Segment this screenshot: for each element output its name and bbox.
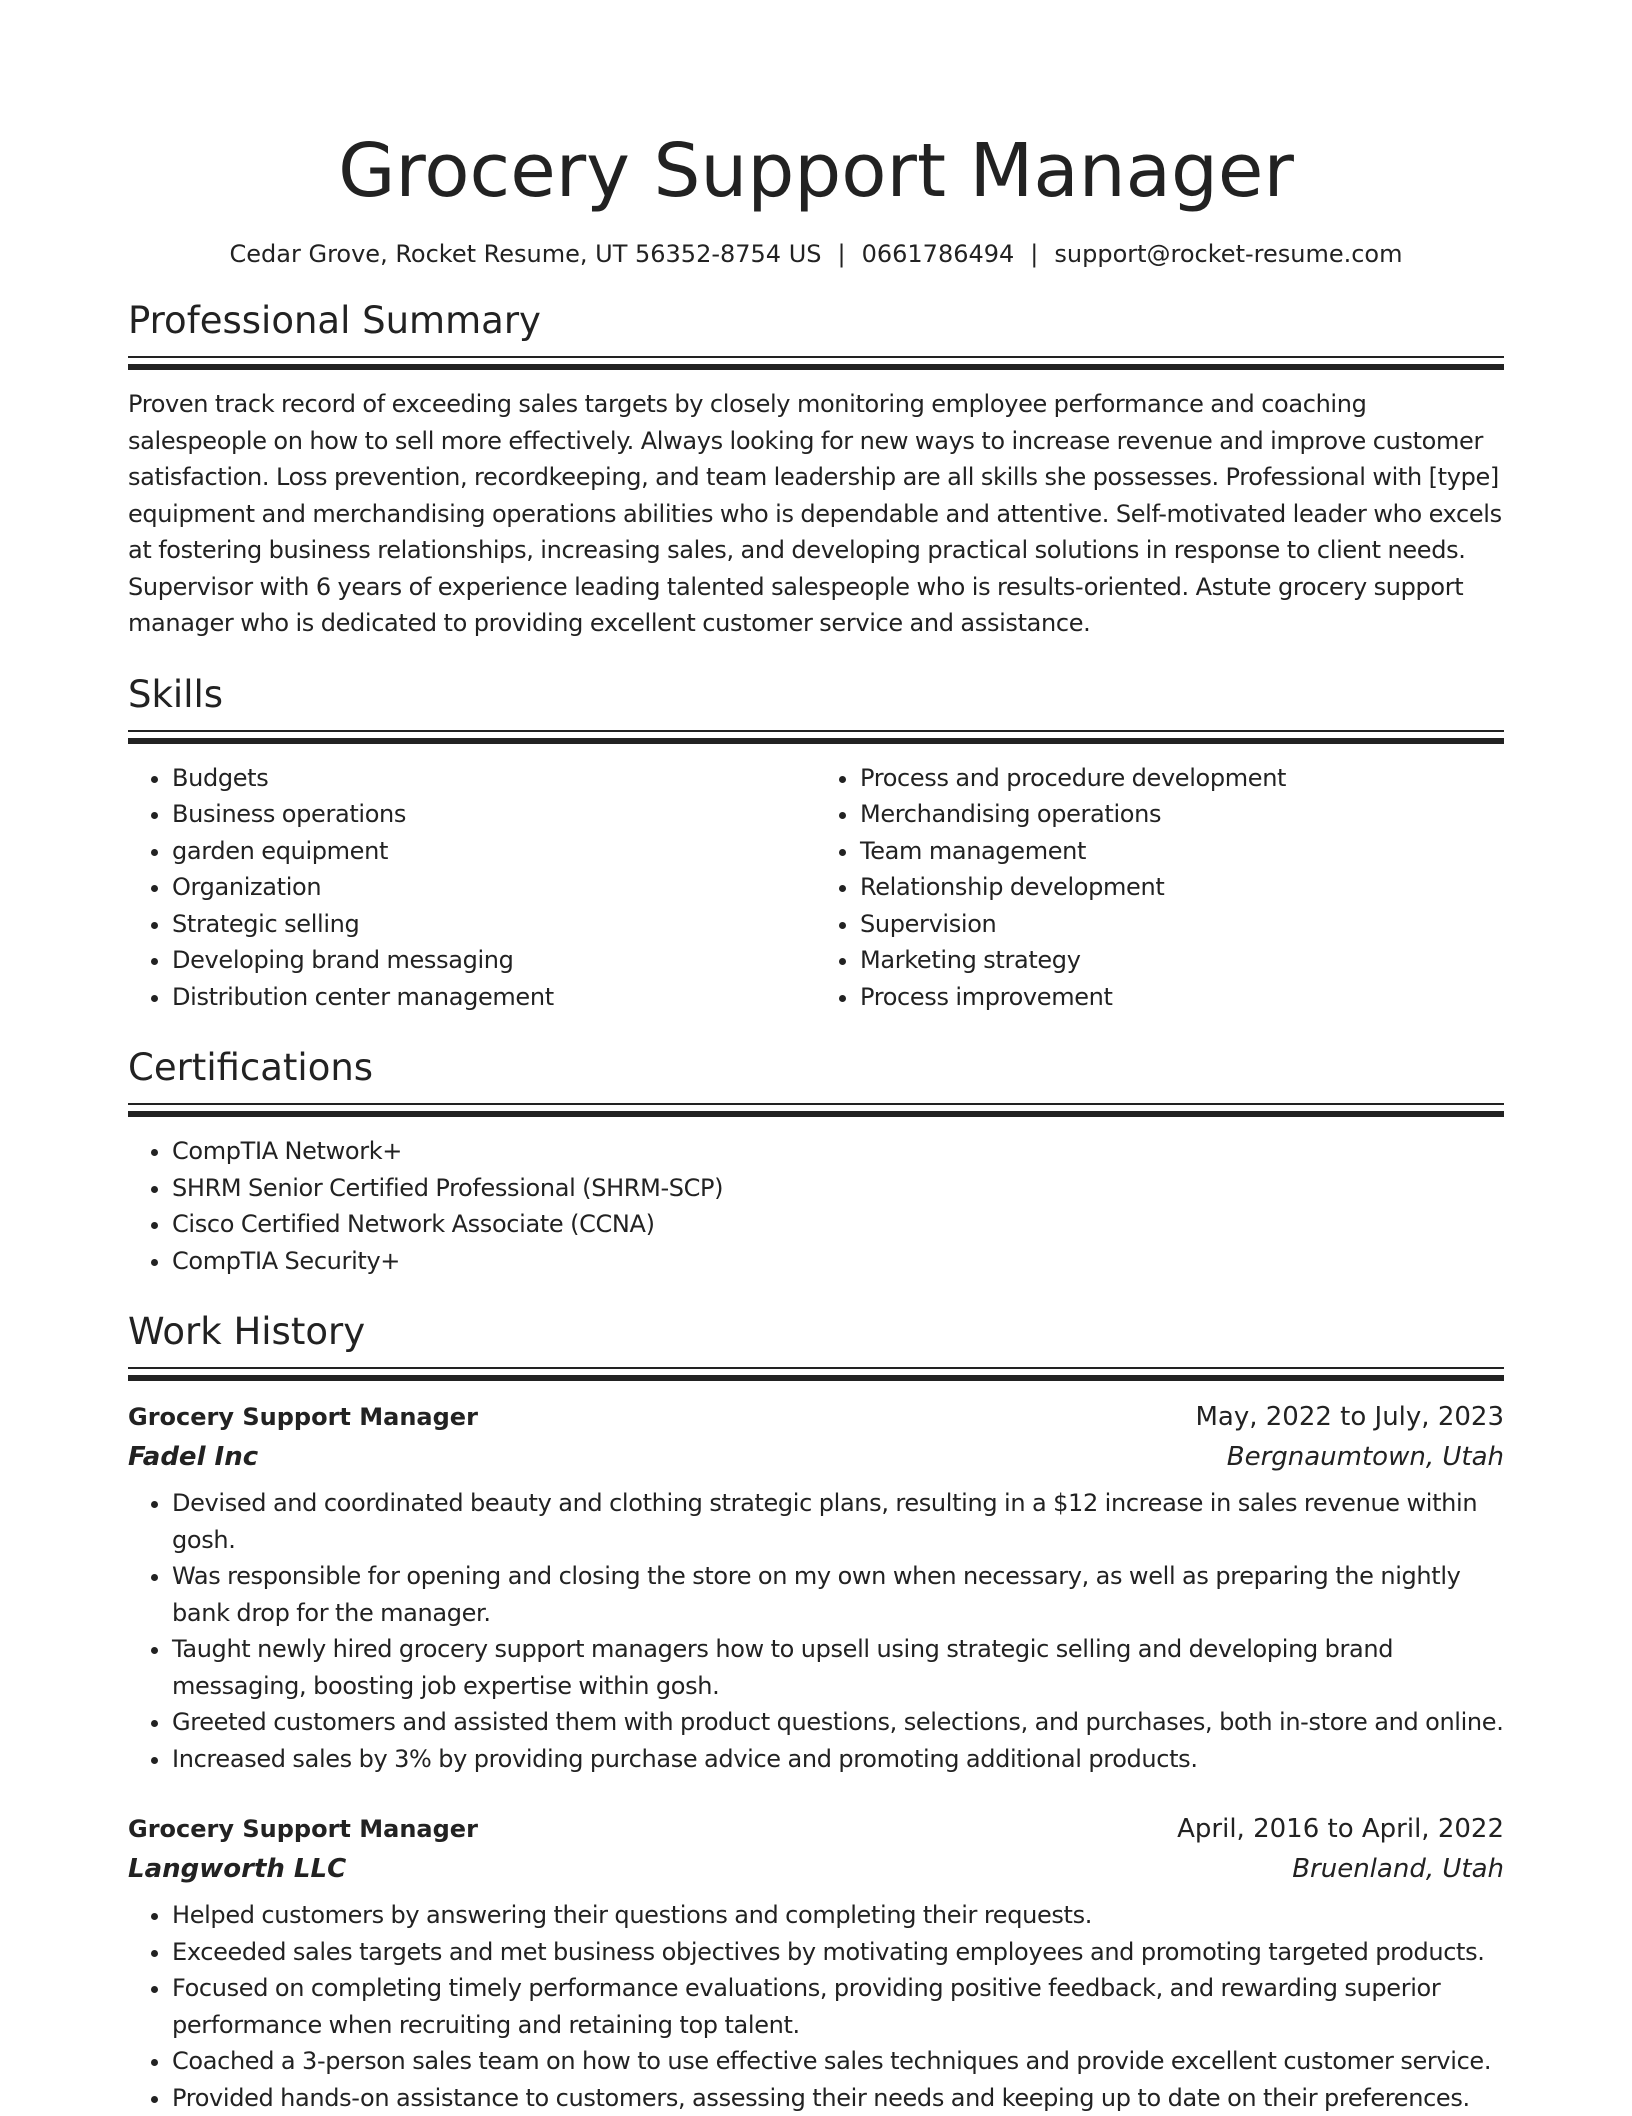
section-rule-thick (128, 738, 1504, 744)
job-entry (128, 1809, 1504, 2116)
certification-item: • CompTIA Network+ (172, 1133, 1504, 1170)
certifications-list (128, 1133, 1504, 1279)
job-bullet: • Helped customers by answering their questions and completing their requests. (172, 1897, 1504, 1934)
job-bullet: • Coached a 3-person sales team on how to use effective sales techniques and provide excellent customer service. (172, 2043, 1504, 2080)
contact-address: Cedar Grove, Rocket Resume, UT 56352-8754 US (230, 240, 822, 268)
contact-email: support@rocket-resume.com (1054, 240, 1402, 268)
job-bullet: • Devised and coordinated beauty and clothing strategic plans, resulting in a $12 increase in sales revenue within gosh. (172, 1485, 1504, 1558)
skills-right-list (816, 760, 1504, 1016)
contact-separator: | (838, 238, 846, 270)
job-bullet: • Greeted customers and assisted them with product questions, selections, and purchases, both in-store and online. (172, 1704, 1504, 1741)
skill-item: • Supervision (860, 906, 1504, 943)
skill-item: • Business operations (172, 796, 816, 833)
job-bullet: • Taught newly hired grocery support managers how to upsell using strategic selling and developing brand messaging, boosting job expertise within gosh. (172, 1631, 1504, 1704)
section-rule-thin (128, 356, 1504, 358)
job-bullet: • Was responsible for opening and closing the store on my own when necessary, as well as preparing the nightly bank drop for the manager. (172, 1558, 1504, 1631)
summary-text: Proven track record of exceeding sales targets by closely monitoring employee performance and coaching salespeople on how to sell more effectively. Always looking for new ways to increase revenue and improve customer satisfaction. Loss prevention, recordkeeping, and team leadership are all skills she possesses. Professional with [type] equipment and merchandising operations abilities who is dependable and attentive. Self-motivated leader who excels at fostering business relationships, increasing sales, and developing practical solutions in response to client needs. Supervisor with 6 years of experience leading talented salespeople who is results-oriented. Astute grocery support manager who is dedicated to providing excellent customer service and assistance. (128, 386, 1504, 642)
skill-item: • Relationship development (860, 869, 1504, 906)
skill-item: • Distribution center management (172, 979, 816, 1016)
job-bullet: • Focused on completing timely performance evaluations, providing positive feedback, and rewarding superior performance when recruiting and retaining top talent. (172, 1970, 1504, 2043)
certifications-heading: Certifications (128, 1043, 1504, 1093)
section-rule-thin (128, 1367, 1504, 1369)
job-bullet: • Exceeded sales targets and met business objectives by motivating employees and promoting targeted products. (172, 1934, 1504, 1971)
job-bullet-list (128, 1897, 1504, 2116)
section-rule-thick (128, 364, 1504, 370)
job-company-row (128, 1437, 1504, 1477)
certification-item: • Cisco Certified Network Associate (CCNA) (172, 1206, 1504, 1243)
job-dates: April, 2016 to April, 2022 (1177, 1809, 1504, 1849)
job-location: Bergnaumtown, Utah (1227, 1437, 1504, 1477)
skills-columns (128, 760, 1504, 1016)
skills-left-list (128, 760, 816, 1016)
job-company: Fadel Inc (128, 1437, 258, 1477)
contact-separator: | (1030, 238, 1038, 270)
section-rule-thin (128, 1103, 1504, 1105)
skill-item: • Developing brand messaging (172, 942, 816, 979)
job-company-row (128, 1849, 1504, 1889)
skill-item: • Merchandising operations (860, 796, 1504, 833)
job-entry (128, 1397, 1504, 1777)
skills-heading: Skills (128, 670, 1504, 720)
summary-heading: Professional Summary (128, 296, 1504, 346)
job-title-row (128, 1809, 1504, 1849)
job-bullet-list (128, 1485, 1504, 1777)
resume-page (128, 0, 1504, 2116)
job-title: Grocery Support Manager (128, 1809, 478, 1849)
skill-item: • Team management (860, 833, 1504, 870)
skill-item: • Organization (172, 869, 816, 906)
job-title-row (128, 1397, 1504, 1437)
summary-section (128, 296, 1504, 642)
skill-item: • Strategic selling (172, 906, 816, 943)
job-title: Grocery Support Manager (128, 1397, 478, 1437)
skill-item: • Marketing strategy (860, 942, 1504, 979)
section-rule-thick (128, 1375, 1504, 1381)
job-company: Langworth LLC (128, 1849, 346, 1889)
skill-item: • Process and procedure development (860, 760, 1504, 797)
job-bullet: • Increased sales by 3% by providing purchase advice and promoting additional products. (172, 1741, 1504, 1778)
resume-name: Grocery Support Manager (128, 0, 1504, 218)
skill-item: • Budgets (172, 760, 816, 797)
contact-phone: 0661786494 (862, 240, 1015, 268)
job-bullet: • Provided hands-on assistance to customers, assessing their needs and keeping up to date on their preferences. (172, 2080, 1504, 2116)
skill-item: • garden equipment (172, 833, 816, 870)
job-dates: May, 2022 to July, 2023 (1195, 1397, 1504, 1437)
skills-section (128, 670, 1504, 1016)
section-rule-thin (128, 730, 1504, 732)
skill-item: • Process improvement (860, 979, 1504, 1016)
section-rule-thick (128, 1111, 1504, 1117)
certification-item: • SHRM Senior Certified Professional (SHRM-SCP) (172, 1170, 1504, 1207)
work-history-heading: Work History (128, 1307, 1504, 1357)
contact-line (128, 238, 1504, 270)
work-history-section (128, 1307, 1504, 2116)
certifications-section (128, 1043, 1504, 1279)
certification-item: • CompTIA Security+ (172, 1243, 1504, 1280)
job-location: Bruenland, Utah (1292, 1849, 1504, 1889)
